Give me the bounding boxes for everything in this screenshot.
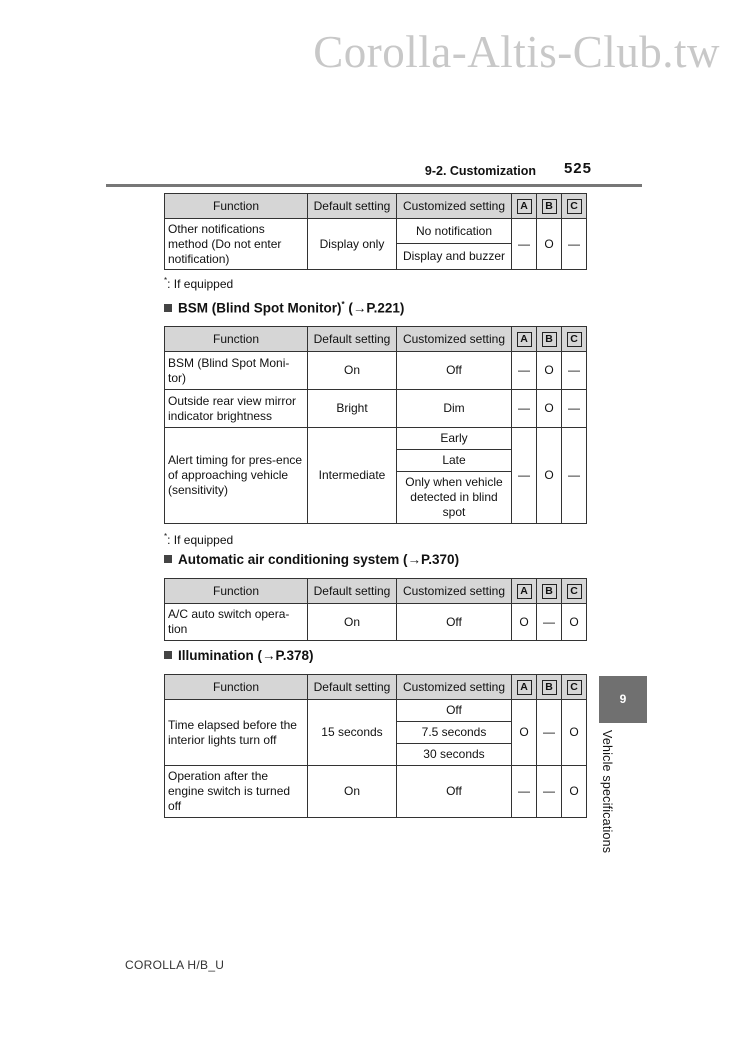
section-title: 9-2. Customization xyxy=(424,164,536,178)
watermark: Corolla-Altis-Club.tw xyxy=(313,27,720,77)
table-row xyxy=(165,352,587,390)
square-bullet-icon xyxy=(164,555,172,563)
default-cell: On xyxy=(308,766,397,818)
mark-b: O xyxy=(537,390,562,428)
col-function: Function xyxy=(165,675,308,700)
custom-option: No notification xyxy=(397,219,512,244)
chapter-tab[interactable]: 9 xyxy=(599,676,647,723)
mark-c: — xyxy=(562,352,587,390)
table-row xyxy=(165,700,587,722)
mark-a: — xyxy=(512,390,537,428)
custom-option: Only when vehicle detected in blind spot xyxy=(397,472,512,524)
col-b: B xyxy=(537,579,562,604)
mark-c: O xyxy=(562,604,587,641)
custom-option: 30 seconds xyxy=(397,744,512,766)
table-row xyxy=(165,428,587,450)
mark-a: O xyxy=(512,700,537,766)
illumination-heading: Illumination (→P.378) xyxy=(164,648,314,663)
page-number: 525 xyxy=(563,160,592,177)
col-c: C xyxy=(562,194,587,219)
footer-model: COROLLA H/B_U xyxy=(125,958,225,972)
col-function: Function xyxy=(165,327,308,352)
custom-option: Display and buzzer xyxy=(397,244,512,270)
default-cell: Intermediate xyxy=(308,428,397,524)
mark-b: O xyxy=(537,352,562,390)
bsm-table xyxy=(164,326,587,524)
function-cell: Outside rear view mirror indicator brightness xyxy=(165,390,308,428)
col-a: A xyxy=(512,327,537,352)
col-c: C xyxy=(562,327,587,352)
function-cell: A/C auto switch opera-tion xyxy=(165,604,308,641)
custom-option: Late xyxy=(397,450,512,472)
col-default: Default setting xyxy=(308,675,397,700)
table-header-row xyxy=(165,675,587,700)
footnote: *: If equipped xyxy=(164,532,234,547)
mark-b: — xyxy=(537,604,562,641)
col-function: Function xyxy=(165,194,308,219)
default-cell: On xyxy=(308,604,397,641)
mark-c: — xyxy=(562,428,587,524)
col-b: B xyxy=(537,675,562,700)
default-cell: Display only xyxy=(308,219,397,270)
default-cell: On xyxy=(308,352,397,390)
square-bullet-icon xyxy=(164,304,172,312)
mark-a: — xyxy=(512,219,537,270)
function-cell: Other notifications method (Do not enter notification) xyxy=(165,219,308,270)
col-customized: Customized setting xyxy=(397,579,512,604)
col-customized: Customized setting xyxy=(397,327,512,352)
mark-c: O xyxy=(562,700,587,766)
col-a: A xyxy=(512,194,537,219)
default-cell: 15 seconds xyxy=(308,700,397,766)
mark-b: O xyxy=(537,428,562,524)
table-header-row xyxy=(165,327,587,352)
col-c: C xyxy=(562,675,587,700)
function-cell: BSM (Blind Spot Moni-tor) xyxy=(165,352,308,390)
footnote: *: If equipped xyxy=(164,276,234,291)
mark-b: — xyxy=(537,700,562,766)
ac-heading: Automatic air conditioning system (→P.370) xyxy=(164,552,459,567)
mark-a: — xyxy=(512,766,537,818)
col-a: A xyxy=(512,675,537,700)
custom-option: Off xyxy=(397,604,512,641)
col-default: Default setting xyxy=(308,194,397,219)
col-c: C xyxy=(562,579,587,604)
mark-b: O xyxy=(537,219,562,270)
function-cell: Alert timing for pres-ence of approaching vehicle (sensitivity) xyxy=(165,428,308,524)
chapter-label: Vehicle specifications xyxy=(600,730,614,854)
col-b: B xyxy=(537,327,562,352)
table-row xyxy=(165,219,587,244)
notifications-table xyxy=(164,193,587,270)
ac-table xyxy=(164,578,587,641)
function-cell: Time elapsed before the interior lights turn off xyxy=(165,700,308,766)
col-function: Function xyxy=(165,579,308,604)
mark-c: — xyxy=(562,219,587,270)
table-row xyxy=(165,604,587,641)
page-header xyxy=(106,160,642,187)
mark-a: — xyxy=(512,428,537,524)
illumination-table xyxy=(164,674,587,818)
mark-c: — xyxy=(562,390,587,428)
mark-b: — xyxy=(537,766,562,818)
bsm-heading: BSM (Blind Spot Monitor)* (→P.221) xyxy=(164,300,404,316)
custom-option: Early xyxy=(397,428,512,450)
square-bullet-icon xyxy=(164,651,172,659)
col-b: B xyxy=(537,194,562,219)
col-default: Default setting xyxy=(308,579,397,604)
default-cell: Bright xyxy=(308,390,397,428)
col-customized: Customized setting xyxy=(397,675,512,700)
mark-c: O xyxy=(562,766,587,818)
custom-option: Off xyxy=(397,352,512,390)
table-header-row xyxy=(165,194,587,219)
mark-a: — xyxy=(512,352,537,390)
table-header-row xyxy=(165,579,587,604)
custom-option: Dim xyxy=(397,390,512,428)
custom-option: Off xyxy=(397,700,512,722)
col-customized: Customized setting xyxy=(397,194,512,219)
custom-option: Off xyxy=(397,766,512,818)
mark-a: O xyxy=(512,604,537,641)
col-default: Default setting xyxy=(308,327,397,352)
custom-option: 7.5 seconds xyxy=(397,722,512,744)
col-a: A xyxy=(512,579,537,604)
table-row xyxy=(165,390,587,428)
function-cell: Operation after the engine switch is turned off xyxy=(165,766,308,818)
table-row xyxy=(165,766,587,818)
